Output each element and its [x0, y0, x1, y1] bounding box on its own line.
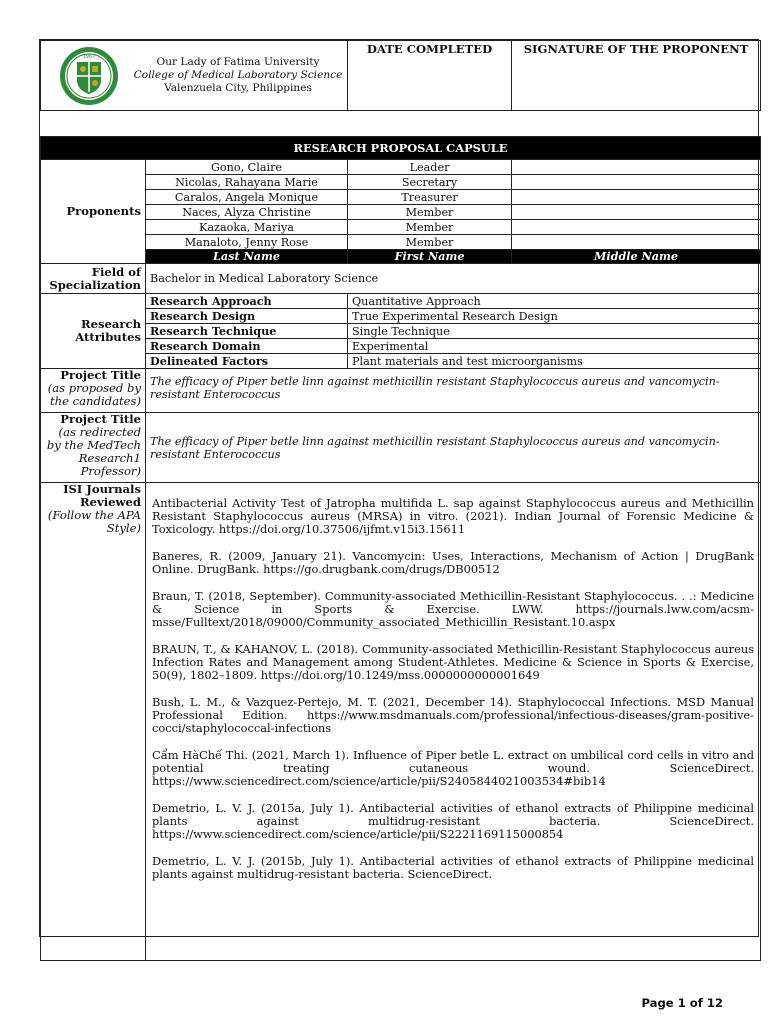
attribute-value: Plant materials and test microorganisms [348, 354, 761, 369]
attribute-row [41, 339, 761, 354]
proponent-row [41, 160, 761, 175]
attribute-row [41, 324, 761, 339]
attributes-label: Research Attributes [41, 294, 146, 369]
proponent-row [41, 205, 761, 220]
proponent-row [41, 235, 761, 250]
page-number: Page 1 of 12 [641, 996, 723, 1010]
proponent-blank [512, 160, 761, 175]
column-middle-name: Middle Name [512, 250, 761, 264]
capsule-title: RESEARCH PROPOSAL CAPSULE [41, 137, 761, 160]
attribute-key: Research Design [146, 309, 348, 324]
proponent-role: Member [348, 235, 512, 250]
reference-item: BRAUN, T., & KAHANOV, L. (2018). Community-associated Methicillin-Resistant Staphylococcus aureus Infection Rates and Management among Student-Athletes. Medicine & Science in Sports & Exercise, 50(9), 1802–1809. https://doi.org/10.1249/mss.0000000000001649 [152, 642, 755, 682]
proponent-blank [512, 220, 761, 235]
date-completed-header: DATE COMPLETED [348, 41, 512, 111]
header-row [41, 41, 761, 111]
university-location: Valenzuela City, Philippines [164, 82, 312, 94]
proponent-role: Secretary [348, 175, 512, 190]
attribute-row [41, 309, 761, 324]
reference-item: Demetrio, L. V. J. (2015b, July 1). Antibacterial activities of ethanol extracts of Philippine medicinal plants against multidrug-resistant bacteria. ScienceDirect. [152, 854, 755, 881]
proponent-blank [512, 235, 761, 250]
reference-item: Demetrio, L. V. J. (2015a, July 1). Antibacterial activities of ethanol extracts of Philippine medicinal plants against multidrug-resistant bacteria. ScienceDirect. https://www.sciencedirect.com/science/article/pii/S2221169115000854 [152, 801, 755, 841]
proponent-row [41, 220, 761, 235]
proponent-role: Treasurer [348, 190, 512, 205]
redirected-title-label: Project Title (as redirected by the MedTech Research1 Professor) [41, 413, 146, 483]
reference-item: Cẩm HàChế Thi. (2021, March 1). Influence of Piper betle L. extract on umbilical cord cells in vitro and potential treating cutaneous wound. ScienceDirect. https://www.sciencedirect.com/science/article/pii/S2405844021003534#bib14 [152, 748, 755, 788]
proponent-blank [512, 190, 761, 205]
proponent-row [41, 190, 761, 205]
field-label: Field of Specialization [41, 264, 146, 294]
proponents-label: Proponents [41, 160, 146, 264]
attribute-value: Quantitative Approach [348, 294, 761, 309]
attribute-key: Delineated Factors [146, 354, 348, 369]
proposal-form-table [40, 40, 761, 961]
attribute-key: Research Technique [146, 324, 348, 339]
university-seal-icon [59, 46, 119, 106]
college-name: College of Medical Laboratory Science [133, 69, 343, 81]
column-last-name: Last Name [146, 250, 348, 264]
references-list [146, 483, 761, 961]
attribute-key: Research Domain [146, 339, 348, 354]
proponent-role: Member [348, 205, 512, 220]
proposed-title-value: The efficacy of Piper betle linn against methicillin resistant Staphylococcus aureus and vancomycin-resistant Enterococcus [146, 369, 761, 413]
proponent-blank [512, 205, 761, 220]
proponent-name: Manaloto, Jenny Rose [146, 235, 348, 250]
form-sheet [39, 39, 759, 937]
attribute-row [41, 354, 761, 369]
name-columns-row [41, 250, 761, 264]
reference-item: Bush, L. M., & Vazquez-Pertejo, M. T. (2021, December 14). Staphylococcal Infections. MSD Manual Professional Edition. https://www.msdmanuals.com/professional/infectious-diseases/gram-positive-cocci/staphylococcal-infections [152, 695, 755, 735]
university-header [41, 41, 348, 111]
proponent-name: Naces, Alyza Christine [146, 205, 348, 220]
reference-item: Antibacterial Activity Test of Jatropha multifida L. sap against Staphylococcus aureus and Methicillin Resistant Staphylococcus aureus (MRSA) in vitro. (2021). Indian Journal of Forensic Medicine & Toxicology. https://doi.org/10.37506/ijfmt.v15i3.15611 [152, 497, 755, 536]
proponent-blank [512, 175, 761, 190]
attribute-key: Research Approach [146, 294, 348, 309]
journals-label: ISI Journals Reviewed (Follow the APA Style) [41, 483, 146, 961]
proponent-role: Member [348, 220, 512, 235]
column-first-name: First Name [348, 250, 512, 264]
redirected-title-value: The efficacy of Piper betle linn against methicillin resistant Staphylococcus aureus and vancomycin-resistant Enterococcus [146, 413, 761, 483]
proponent-name: Nicolas, Rahayana Marie [146, 175, 348, 190]
reference-item: Braun, T. (2018, September). Community-associated Methicillin-Resistant Staphylococcus. . .: Medicine & Science in Sports & Exercise. LWW. https://journals.lww.com/acsm-msse/Fulltext/2018/09000/Community_associated_Methicillin_Resistant.10.aspx [152, 589, 755, 629]
proponent-name: Kazaoka, Mariya [146, 220, 348, 235]
proponent-name: Gono, Claire [146, 160, 348, 175]
field-value: Bachelor in Medical Laboratory Science [146, 264, 761, 294]
proposed-title-label: Project Title (as proposed by the candidates) [41, 369, 146, 413]
seal-year: 1967 [82, 53, 96, 60]
proponent-row [41, 175, 761, 190]
attribute-row [41, 294, 761, 309]
attribute-value: Single Technique [348, 324, 761, 339]
university-name: Our Lady of Fatima University [156, 56, 320, 68]
attribute-value: Experimental [348, 339, 761, 354]
proponent-role: Leader [348, 160, 512, 175]
attribute-value: True Experimental Research Design [348, 309, 761, 324]
proponent-name: Caralos, Angela Monique [146, 190, 348, 205]
signature-header: SIGNATURE OF THE PROPONENT [512, 41, 761, 111]
reference-item: Baneres, R. (2009, January 21). Vancomycin: Uses, Interactions, Mechanism of Action | DrugBank Online. DrugBank. https://go.drugbank.com/drugs/DB00512 [152, 549, 755, 576]
